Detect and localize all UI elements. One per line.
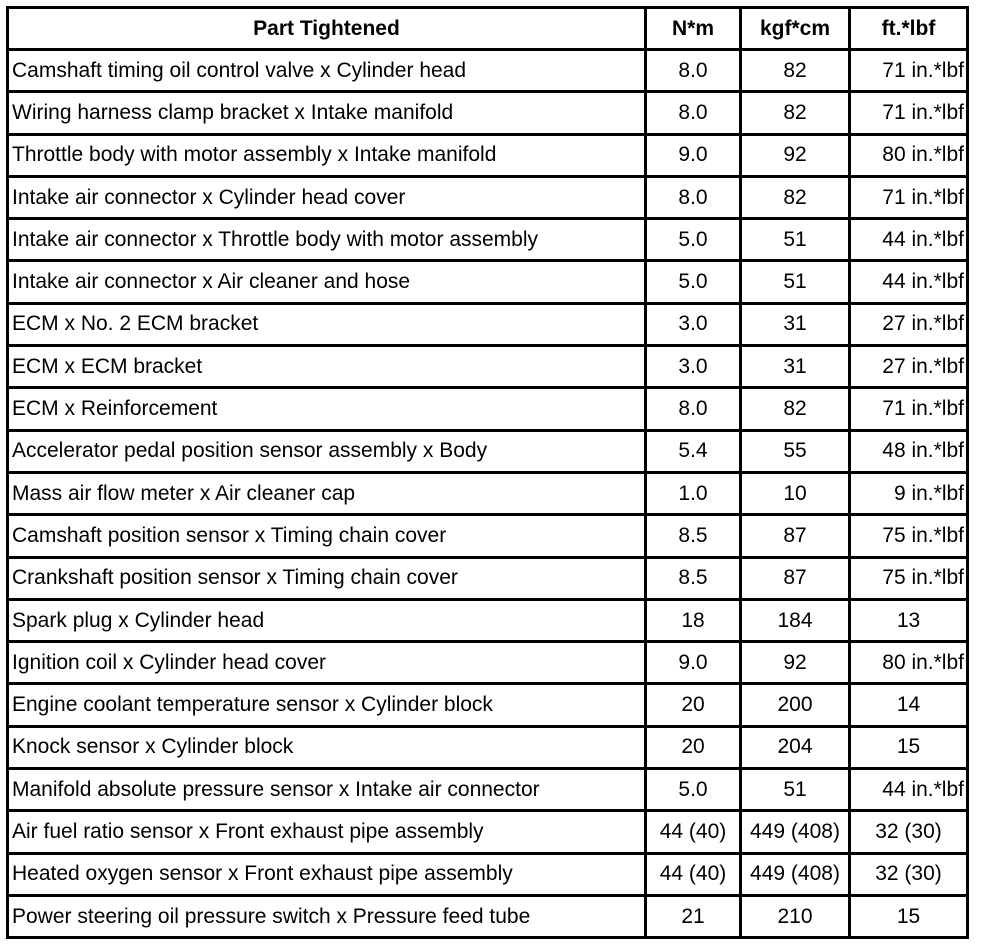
cell-nm: 8.0: [646, 92, 741, 134]
cell-part: Intake air connector x Cylinder head cover: [8, 176, 646, 218]
header-nm: N*m: [646, 8, 741, 50]
cell-ft: 71 in.*lbf: [850, 176, 968, 218]
cell-part: Spark plug x Cylinder head: [8, 599, 646, 641]
cell-ft: 75 in.*lbf: [850, 515, 968, 557]
table-row: [8, 684, 968, 726]
table-row: [8, 895, 968, 937]
cell-kgf: 55: [741, 430, 850, 472]
cell-ft: 71 in.*lbf: [850, 50, 968, 92]
cell-kgf: 87: [741, 515, 850, 557]
cell-part: Knock sensor x Cylinder block: [8, 726, 646, 768]
table-row: [8, 50, 968, 92]
cell-nm: 3.0: [646, 303, 741, 345]
cell-kgf: 184: [741, 599, 850, 641]
cell-ft: 80 in.*lbf: [850, 642, 968, 684]
cell-ft: 14: [850, 684, 968, 726]
cell-part: Crankshaft position sensor x Timing chain cover: [8, 557, 646, 599]
cell-ft: 32 (30): [850, 853, 968, 895]
cell-nm: 20: [646, 726, 741, 768]
cell-kgf: 87: [741, 557, 850, 599]
cell-kgf: 92: [741, 642, 850, 684]
cell-kgf: 51: [741, 219, 850, 261]
cell-nm: 9.0: [646, 642, 741, 684]
cell-nm: 18: [646, 599, 741, 641]
cell-kgf: 210: [741, 895, 850, 937]
table-row: [8, 219, 968, 261]
cell-nm: 8.0: [646, 176, 741, 218]
cell-part: Throttle body with motor assembly x Intake manifold: [8, 134, 646, 176]
table-row: [8, 430, 968, 472]
cell-nm: 21: [646, 895, 741, 937]
cell-part: ECM x Reinforcement: [8, 388, 646, 430]
cell-ft: 44 in.*lbf: [850, 219, 968, 261]
cell-part: ECM x ECM bracket: [8, 346, 646, 388]
cell-part: Intake air connector x Throttle body with motor assembly: [8, 219, 646, 261]
header-part: Part Tightened: [8, 8, 646, 50]
table-row: [8, 176, 968, 218]
table-row: [8, 134, 968, 176]
cell-kgf: 51: [741, 261, 850, 303]
cell-kgf: 449 (408): [741, 811, 850, 853]
cell-kgf: 82: [741, 388, 850, 430]
cell-kgf: 82: [741, 92, 850, 134]
cell-nm: 8.0: [646, 50, 741, 92]
table-row: [8, 642, 968, 684]
cell-kgf: 31: [741, 346, 850, 388]
cell-part: Accelerator pedal position sensor assembly x Body: [8, 430, 646, 472]
table-row: [8, 811, 968, 853]
table-row: [8, 769, 968, 811]
cell-part: Manifold absolute pressure sensor x Intake air connector: [8, 769, 646, 811]
cell-part: Air fuel ratio sensor x Front exhaust pipe assembly: [8, 811, 646, 853]
cell-nm: 3.0: [646, 346, 741, 388]
cell-nm: 5.4: [646, 430, 741, 472]
cell-part: Intake air connector x Air cleaner and hose: [8, 261, 646, 303]
header-ft: ft.*lbf: [850, 8, 968, 50]
header-row: [8, 8, 968, 50]
cell-ft: 71 in.*lbf: [850, 92, 968, 134]
cell-part: Engine coolant temperature sensor x Cylinder block: [8, 684, 646, 726]
cell-kgf: 51: [741, 769, 850, 811]
cell-ft: 44 in.*lbf: [850, 769, 968, 811]
cell-part: Heated oxygen sensor x Front exhaust pipe assembly: [8, 853, 646, 895]
header-kgf: kgf*cm: [741, 8, 850, 50]
cell-part: Wiring harness clamp bracket x Intake manifold: [8, 92, 646, 134]
cell-nm: 44 (40): [646, 811, 741, 853]
cell-kgf: 204: [741, 726, 850, 768]
cell-nm: 5.0: [646, 261, 741, 303]
cell-kgf: 31: [741, 303, 850, 345]
cell-ft: 75 in.*lbf: [850, 557, 968, 599]
cell-ft: 15: [850, 726, 968, 768]
table-row: [8, 303, 968, 345]
cell-part: Camshaft timing oil control valve x Cylinder head: [8, 50, 646, 92]
cell-nm: 8.5: [646, 557, 741, 599]
cell-ft: 15: [850, 895, 968, 937]
table-row: [8, 726, 968, 768]
cell-part: Ignition coil x Cylinder head cover: [8, 642, 646, 684]
cell-kgf: 449 (408): [741, 853, 850, 895]
table-row: [8, 557, 968, 599]
cell-kgf: 82: [741, 50, 850, 92]
cell-kgf: 92: [741, 134, 850, 176]
cell-part: ECM x No. 2 ECM bracket: [8, 303, 646, 345]
cell-part: Camshaft position sensor x Timing chain cover: [8, 515, 646, 557]
cell-ft: 9 in.*lbf: [850, 472, 968, 514]
table-row: [8, 599, 968, 641]
table-row: [8, 515, 968, 557]
cell-ft: 32 (30): [850, 811, 968, 853]
torque-spec-table: [6, 6, 969, 939]
table-row: [8, 346, 968, 388]
cell-nm: 8.0: [646, 388, 741, 430]
cell-ft: 13: [850, 599, 968, 641]
table-row: [8, 92, 968, 134]
cell-kgf: 10: [741, 472, 850, 514]
cell-ft: 48 in.*lbf: [850, 430, 968, 472]
cell-nm: 8.5: [646, 515, 741, 557]
cell-ft: 44 in.*lbf: [850, 261, 968, 303]
cell-nm: 5.0: [646, 219, 741, 261]
table-row: [8, 472, 968, 514]
table-row: [8, 853, 968, 895]
cell-ft: 27 in.*lbf: [850, 346, 968, 388]
table-row: [8, 388, 968, 430]
cell-part: Power steering oil pressure switch x Pressure feed tube: [8, 895, 646, 937]
cell-ft: 27 in.*lbf: [850, 303, 968, 345]
cell-kgf: 82: [741, 176, 850, 218]
cell-nm: 9.0: [646, 134, 741, 176]
cell-ft: 71 in.*lbf: [850, 388, 968, 430]
cell-nm: 5.0: [646, 769, 741, 811]
cell-ft: 80 in.*lbf: [850, 134, 968, 176]
table-row: [8, 261, 968, 303]
cell-part: Mass air flow meter x Air cleaner cap: [8, 472, 646, 514]
cell-nm: 20: [646, 684, 741, 726]
cell-kgf: 200: [741, 684, 850, 726]
cell-nm: 44 (40): [646, 853, 741, 895]
cell-nm: 1.0: [646, 472, 741, 514]
